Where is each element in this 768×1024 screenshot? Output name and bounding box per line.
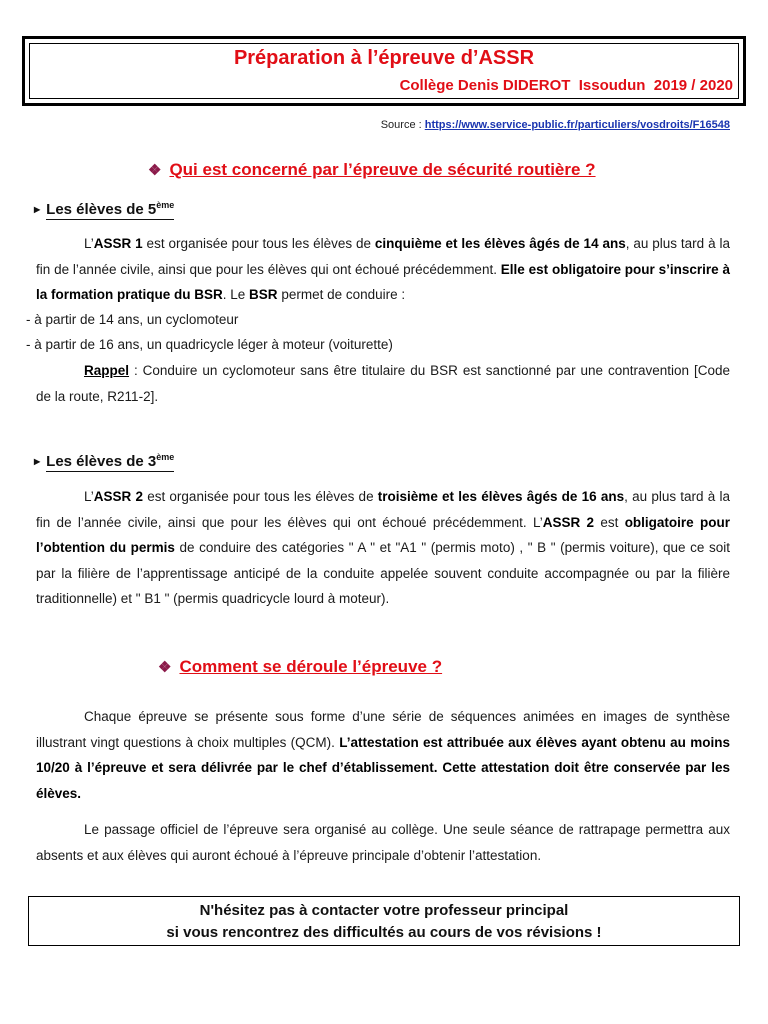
paragraph-rappel: Rappel : Conduire un cyclomoteur sans être titulaire du BSR est sanctionné par une contravention [Code de la route, R211-2]. [36, 363, 730, 404]
list-item: - à partir de 14 ans, un cyclomoteur [26, 312, 239, 327]
source-label: Source : [380, 119, 425, 131]
section-heading-text: Comment se déroule l’épreuve ? [179, 657, 443, 676]
subheading-3eme [34, 452, 174, 470]
subheading-text: Les élèves de 3 [46, 453, 157, 470]
diamond-bullet-icon: ❖ [158, 659, 172, 676]
contact-notice-box [28, 896, 740, 946]
section-heading-concerne [148, 160, 596, 180]
section-heading-text: Qui est concerné par l’épreuve de sécurité routière ? [169, 160, 596, 179]
subheading-text: Les élèves de 5 [46, 201, 157, 218]
triangle-bullet-icon: ▶ [34, 457, 41, 466]
list-item: - à partir de 16 ans, un quadricycle léger à moteur (voiturette) [26, 337, 393, 352]
page-title: Préparation à l’épreuve d’ASSR [233, 47, 535, 69]
triangle-bullet-icon: ▶ [34, 205, 41, 214]
header-box [22, 36, 746, 106]
paragraph-epreuve: Chaque épreuve se présente sous forme d’une série de séquences animées en images de synthèse illustrant vingt questions à choix multiples (QCM). L’attestation est attribuée aux élèves ayant obtenu au moins 10/20 à l’épreuve et sera délivrée par le chef d’établissement. Cette attestation doit être conservée par les élèves. [36, 709, 730, 801]
paragraph-assr2: L’ASSR 2 est organisée pour tous les élèves de troisième et les élèves âgés de 16 ans, au plus tard à la fin de l’année civile, ainsi que pour les élèves qui ont échoué précédemment. L’ASSR 2 est obligatoire pour l’obtention du permis de conduire des catégories " A " et "A1 " (permis moto) , " B " (permis voiture), que ce soit par la filière de l’apprentissage anticipé de la conduite appelée souvent conduite accompagnée ou par la filière traditionnelle) et " B1 " (permis quadricycle lourd à moteur). [36, 489, 731, 606]
paragraph-assr1: L’ASSR 1 est organisée pour tous les élèves de cinquième et les élèves âgés de 14 ans, au plus tard à la fin de l’année civile, ainsi que pour les élèves qui ont échoué précédemment. Elle est obligatoire pour s’inscrire à la formation pratique du BSR. Le BSR permet de conduire : [36, 236, 730, 302]
source-link[interactable]: https://www.service-public.fr/particuliers/vosdroits/F16548 [424, 119, 730, 131]
page-subtitle: Collège Denis DIDEROT Issoudun 2019 / 2020 [399, 77, 733, 94]
paragraph-passage: Le passage officiel de l’épreuve sera organisé au collège. Une seule séance de rattrapage permettra aux absents et aux élèves qui auront échoué à l’épreuve principale d’obtenir l’attestation. [36, 822, 730, 863]
diamond-bullet-icon: ❖ [148, 162, 162, 179]
section-heading-deroule [158, 657, 442, 677]
rappel-label: Rappel [84, 363, 130, 378]
subheading-5eme [34, 200, 174, 218]
notice-line-1: N'hésitez pas à contacter votre professeur principal [199, 902, 569, 919]
notice-line-2: si vous rencontrez des difficultés au cours de vos révisions ! [166, 924, 602, 941]
subheading-sup: ème [156, 200, 175, 210]
subheading-sup: ème [156, 452, 175, 462]
source-line [381, 119, 730, 131]
